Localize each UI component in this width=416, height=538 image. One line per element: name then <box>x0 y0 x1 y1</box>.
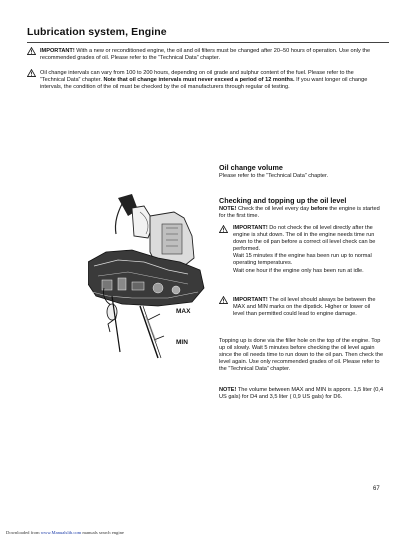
engine-dipstick-illustration <box>88 192 212 364</box>
warning-triangle-icon <box>219 225 228 233</box>
manualslib-link[interactable]: www.Manualslib.com <box>40 530 82 535</box>
oil-change-volume-heading: Oil change volume <box>219 163 283 172</box>
wait-operating-temp: Wait 15 minutes if the engine has been run up to normal operating temperatures. <box>233 253 372 267</box>
important-max-min-warning: IMPORTANT! The oil level should always be between the MAX and MIN marks on the dipstick. Higher or lower oil level than permitted could lead to engine damage. <box>233 297 376 318</box>
topping-up-text: Topping up is done via the filler hole on the top of the engine. Top up oil slowly. Wait 5 minutes before checking the oil level again since the oil needs time to run down to the oil pan. Then check the level again. Use only recommended grades of oil. Please refer to the “Technical Data” chapter. <box>219 338 384 373</box>
warning-triangle-icon <box>27 69 36 77</box>
important-shutdown-warning: IMPORTANT! Do not check the oil level directly after the engine is shut down. The oil in the engine needs time run down to the oil pan before a correct oil level check can be performed. Wait 15 minutes if the engine has been run up to normal operating temperatures. Wait one hour if the engine only has been run at idle. <box>233 225 383 275</box>
check-daily-note: NOTE! Check the oil level every day before the engine is started for the first time. <box>219 206 380 220</box>
warning-new-engine: IMPORTANT! With a new or reconditioned engine, the oil and oil filters must be changed after 20–50 hours of operation. Use only the recommended grades of oil. Please refer to the “Technical Data” chapter. <box>40 48 371 62</box>
warning-triangle-icon <box>219 296 228 304</box>
oil-change-volume-text: Please refer to the “Technical Data” chapter. <box>219 173 329 179</box>
page-title: Lubrication system, Engine <box>27 26 167 38</box>
page-number: 67 <box>373 486 380 492</box>
warning-oil-change-intervals: Oil change intervals can vary from 100 to 200 hours, depending on oil grade and sulphur content of the fuel. Please refer to the “Technical Data” chapter. Note that oil change intervals must never exceed a period of 12 months. If you want longer oil change intervals, the condition of the oil must be checked by the oil manufacturers through regular oil testing. <box>40 70 368 91</box>
title-rule <box>27 42 389 43</box>
warning-triangle-icon <box>27 47 36 55</box>
checking-heading: Checking and topping up the oil level <box>219 196 347 205</box>
min-label: MIN <box>176 339 188 346</box>
wait-idle: Wait one hour if the engine only has been run at idle. <box>233 267 364 274</box>
footer: Downloaded from www.Manualslib.com manuals search engine <box>6 530 124 535</box>
max-label: MAX <box>176 308 191 315</box>
volume-note: NOTE! The volume between MAX and MIN is apporx. 1,5 liter (0,4 US gals) for D4 and 3,5 liter ( 0,9 US gals) for D6. <box>219 387 384 401</box>
